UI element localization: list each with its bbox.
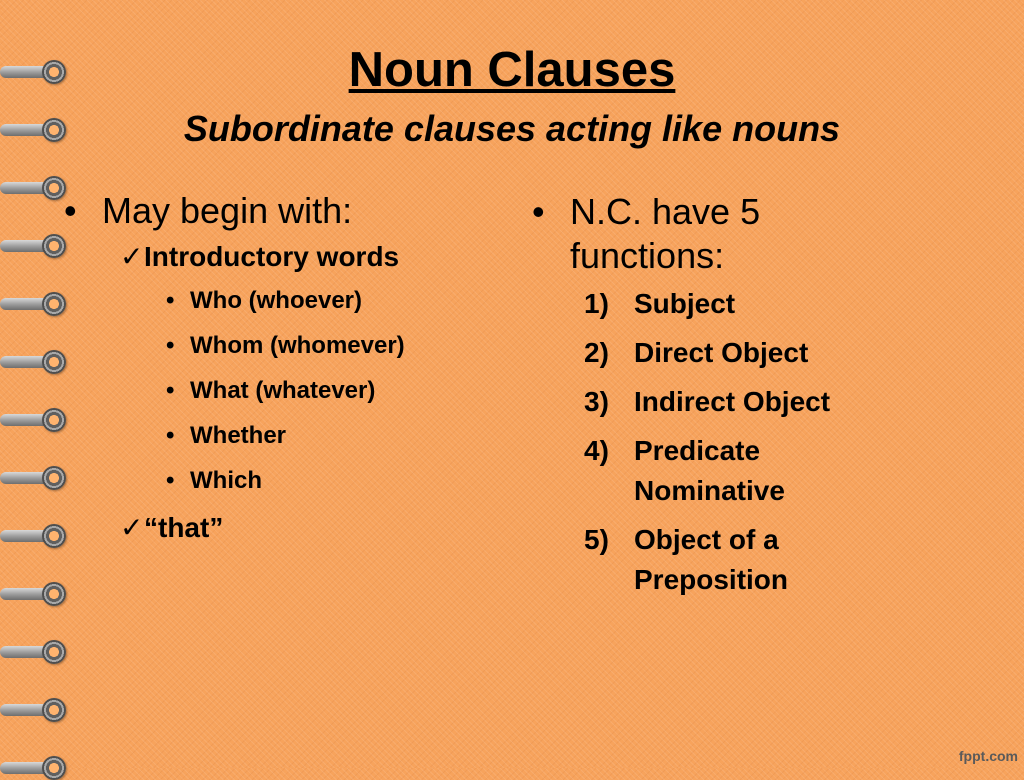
notebook-ring-icon <box>0 60 72 84</box>
list-item <box>62 421 512 451</box>
bullet-icon: • <box>532 191 545 232</box>
list-item <box>62 466 512 496</box>
bullet-icon: • <box>166 332 175 359</box>
list-item <box>62 286 512 316</box>
notebook-ring-icon <box>0 698 72 722</box>
item-text: Predicate Nominative <box>634 435 785 506</box>
notebook-ring-icon <box>0 118 72 142</box>
item-text: Object of a Preposition <box>634 524 789 595</box>
bullet-icon: • <box>166 467 175 494</box>
item-text: Indirect Object <box>634 386 831 417</box>
left-column <box>62 190 512 545</box>
list-item-label: Whether <box>190 422 286 449</box>
list-item <box>62 331 512 361</box>
notebook-ring-icon <box>0 756 72 780</box>
list-item-label: Whom (whomever) <box>190 332 405 359</box>
numbered-item <box>528 333 888 373</box>
right-column <box>528 190 888 600</box>
item-text: Subject <box>634 288 736 319</box>
check-item-label: Introductory words <box>144 241 400 272</box>
list-item <box>62 376 512 406</box>
list-item-label: Who (whoever) <box>190 287 362 314</box>
item-number: 1) <box>584 288 609 319</box>
item-text: Direct Object <box>634 337 809 368</box>
check-item-label: “that” <box>144 512 224 543</box>
check-item <box>62 511 512 545</box>
item-number: 2) <box>584 337 609 368</box>
list-item-label: Which <box>190 467 262 494</box>
left-heading-item <box>62 190 512 232</box>
slide-title: Noun Clauses <box>348 43 676 97</box>
item-number: 3) <box>584 386 609 417</box>
slide-subtitle: Subordinate clauses acting like nouns <box>183 108 841 149</box>
bullet-icon: • <box>166 287 175 314</box>
check-item <box>62 240 512 274</box>
bullet-icon: • <box>64 190 77 231</box>
numbered-item <box>528 284 888 324</box>
bullet-icon: • <box>166 377 175 404</box>
item-number: 4) <box>584 435 609 466</box>
right-heading: N.C. have 5 functions: <box>570 191 761 276</box>
checkmark-icon: ✓ <box>120 241 144 272</box>
watermark-logo: fppt.com <box>958 748 1018 764</box>
notebook-ring-icon <box>0 582 72 606</box>
right-heading-item <box>528 190 888 278</box>
numbered-item <box>528 382 888 422</box>
notebook-ring-icon <box>0 640 72 664</box>
checkmark-icon: ✓ <box>120 512 144 543</box>
list-item-label: What (whatever) <box>190 377 376 404</box>
bullet-icon: • <box>166 422 175 449</box>
numbered-item <box>528 431 888 511</box>
left-heading: May begin with: <box>102 190 353 231</box>
numbered-item <box>528 520 888 600</box>
item-number: 5) <box>584 524 609 555</box>
